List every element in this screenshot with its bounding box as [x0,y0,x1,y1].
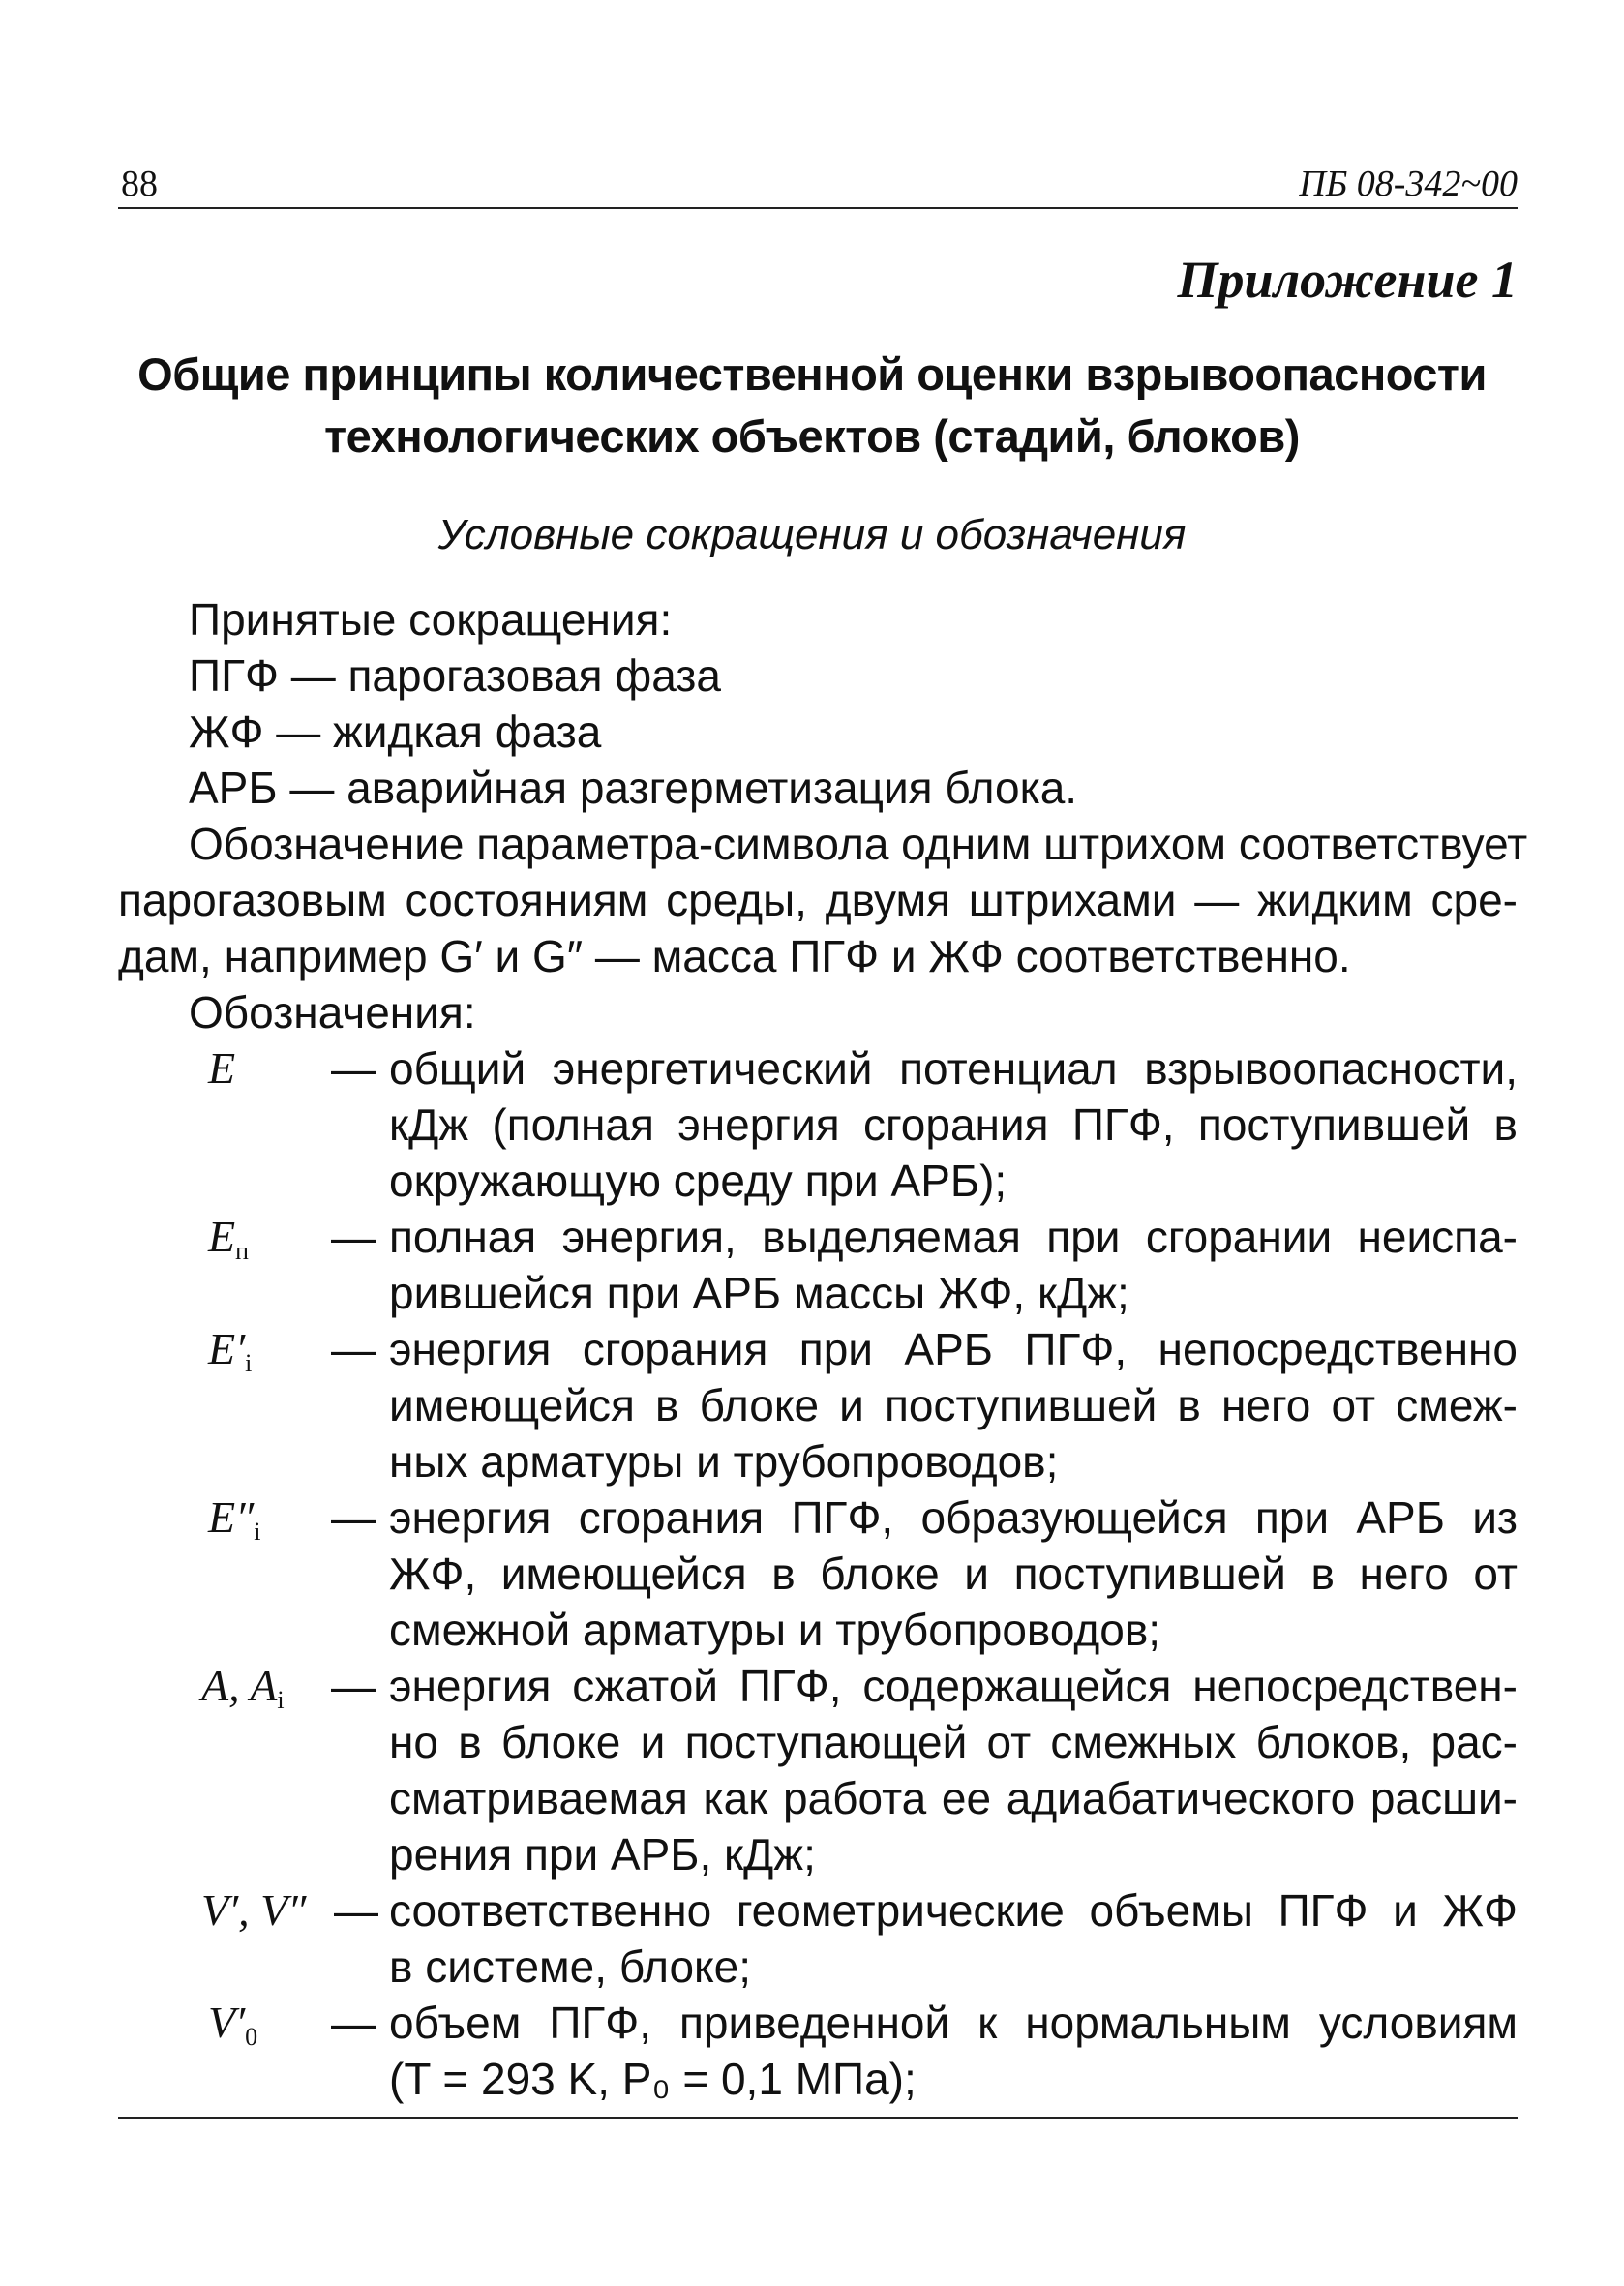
notation-definition-line: рившейся при АРБ массы ЖФ, кДж; [389,1268,1129,1318]
footer-divider [118,2117,1518,2119]
notation-definition-line: рения при АРБ, кДж; [389,1829,816,1880]
notation-symbol: A, $A_i$ [201,1661,285,1714]
notation-symbol: $V'_0$ [208,1998,258,2051]
notation-symbol: $E''_i$ [208,1492,261,1546]
notation-definition-line: (T = 293 K, P₀ = 0,1 МПа); [389,2054,917,2104]
notation-definition-line: сматриваемая как работа ее адиабатического расши- [389,1773,1518,1823]
document-code: ПБ 08-342~00 [1299,164,1518,204]
notation-dash: — [331,1998,376,2048]
title-line: Общие принципы количественной оценки взрывоопасности [137,348,1487,400]
appendix-label: Приложение 1 [1177,251,1518,309]
page-title [116,344,1508,467]
notation-definition-line: объем ПГФ, приведенной к нормальным условиям [389,1998,1518,2048]
notation-definition-line: полная энергия, выделяемая при сгорании неиспа- [389,1212,1518,1262]
abbreviation-item: АРБ — аварийная разгерметизация блока. [189,763,1078,813]
notation-definition-line: ЖФ, имеющейся в блоке и поступившей в него от [389,1549,1518,1599]
notation-symbol: V′, V″ [201,1885,307,1935]
notation-definition-line: общий энергетический потенциал взрывоопасности, [389,1043,1518,1094]
abbreviations-heading: Принятые сокращения: [189,594,673,645]
notation-definition-line: энергия сжатой ПГФ, содержащейся непосредствен- [389,1661,1518,1711]
notation-dash: — [331,1324,376,1374]
header-divider [118,207,1518,209]
notation-definition-line: но в блоке и поступающей от смежных блоков, рас- [389,1717,1518,1767]
notation-dash: — [331,1492,376,1543]
abbreviation-item: ЖФ — жидкая фаза [189,707,602,757]
note-line: Обозначение параметра-символа одним штрихом соответствует [189,819,1528,869]
section-subtitle: Условные сокращения и обозначения [437,511,1187,558]
notation-definition-line: соответственно геометрические объемы ПГФ и ЖФ [389,1885,1518,1936]
notation-definition-line: смежной арматуры и трубопроводов; [389,1605,1161,1655]
notation-dash: — [334,1885,378,1936]
notation-definition-line: в системе, блоке; [389,1941,752,1992]
notation-dash: — [331,1043,376,1094]
title-line: технологических объектов (стадий, блоков) [324,410,1300,462]
notation-definition-line: имеющейся в блоке и поступившей в него от смеж- [389,1380,1518,1430]
notation-definition-line: энергия сгорания ПГФ, образующейся при АРБ из [389,1492,1518,1543]
notation-definition-line: ных арматуры и трубопроводов; [389,1436,1059,1487]
notation-symbol: E [208,1043,236,1093]
page-number: 88 [121,164,158,204]
notation-definition-line: энергия сгорания при АРБ ПГФ, непосредственно [389,1324,1518,1374]
notation-symbol: $E_п$ [208,1212,250,1265]
notation-symbol: $E'_i$ [208,1324,253,1377]
notation-dash: — [331,1212,376,1262]
note-line: дам, например G′ и G″ — масса ПГФ и ЖФ соответственно. [118,931,1351,981]
notation-heading: Обозначения: [189,987,476,1038]
notation-definition-line: кДж (полная энергия сгорания ПГФ, поступившей в [389,1099,1518,1150]
notation-definition-line: окружающую среду при АРБ); [389,1156,1007,1206]
notation-dash: — [331,1661,376,1711]
note-line: парогазовым состояниям среды, двумя штрихами — жидким сре- [118,875,1518,925]
abbreviation-item: ПГФ — парогазовая фаза [189,650,721,701]
